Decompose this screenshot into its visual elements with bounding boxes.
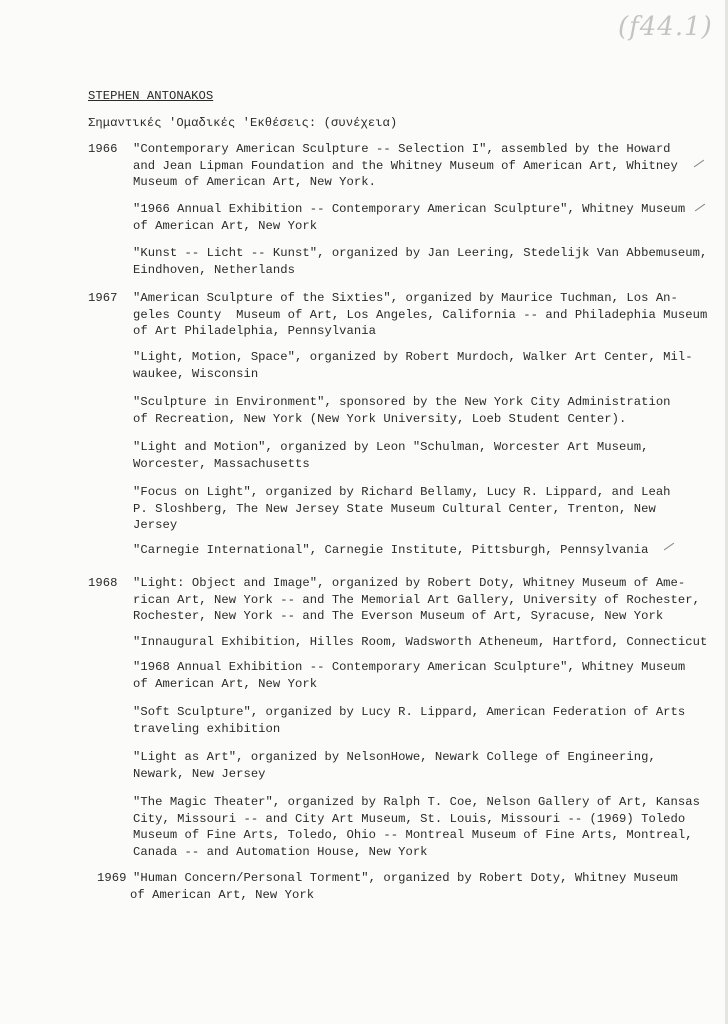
entry-line: Jersey bbox=[133, 518, 178, 533]
entry-line: rican Art, New York -- and The Memorial Art Gallery, University of Rochester, bbox=[133, 592, 701, 607]
entry-line: traveling exhibition bbox=[133, 721, 281, 736]
entry-line: "Light, Motion, Space", organized by Robert Murdoch, Walker Art Center, Mil- bbox=[133, 350, 693, 364]
entry-line: Canada -- and Automation House, New York bbox=[133, 844, 428, 859]
document-heading: STEPHEN ANTONAKOS bbox=[88, 89, 214, 103]
entry-line: "Light: Object and Image", organized by Robert Doty, Whitney Museum of Ame- bbox=[133, 576, 686, 590]
entry-line: geles County Museum of Art, Los Angeles, California -- and Philadephia Museum bbox=[133, 307, 708, 322]
entry-line: "Carnegie International", Carnegie Institute, Pittsburgh, Pennsylvania bbox=[133, 543, 649, 557]
entry-line: of American Art, New York bbox=[133, 218, 318, 233]
exhibition-entry bbox=[133, 141, 678, 191]
entry-line: of Art Philadelphia, Pennsylvania bbox=[133, 324, 377, 339]
check-mark-icon bbox=[664, 543, 674, 551]
exhibition-year: 1966 bbox=[88, 142, 118, 156]
entry-line: of American Art, New York bbox=[130, 887, 315, 902]
exhibition-entry bbox=[133, 484, 671, 534]
exhibition-entry bbox=[130, 870, 678, 903]
exhibition-entry bbox=[133, 439, 648, 472]
exhibition-year: 1969 bbox=[97, 871, 127, 885]
exhibition-entry bbox=[133, 245, 707, 278]
check-mark-icon bbox=[694, 160, 704, 168]
entry-line: "Light as Art", organized by NelsonHowe, Newark College of Engineering, bbox=[133, 750, 656, 764]
entry-line: "1966 Annual Exhibition -- Contemporary American Sculpture", Whitney Museum bbox=[133, 202, 686, 216]
exhibition-entry bbox=[133, 201, 685, 234]
exhibition-entry bbox=[133, 290, 707, 340]
entry-line: Worcester, Massachusetts bbox=[133, 456, 310, 471]
check-mark-icon bbox=[695, 204, 705, 212]
entry-line: "Human Concern/Personal Torment", organized by Robert Doty, Whitney Museum bbox=[133, 871, 678, 885]
entry-line: of American Art, New York bbox=[133, 676, 318, 691]
entry-line: "Sculpture in Environment", sponsored by the New York City Administration bbox=[133, 395, 671, 409]
entry-line: P. Sloshberg, The New Jersey State Museum Cultural Center, Trenton, New bbox=[133, 501, 656, 516]
entry-line: "Soft Sculpture", organized by Lucy R. Lippard, American Federation of Arts bbox=[133, 705, 686, 719]
exhibition-entry bbox=[133, 749, 656, 782]
entry-line: of Recreation, New York (New York University, Loeb Student Center). bbox=[133, 411, 627, 426]
section-subheading: Σημαντικές 'Ομαδικές 'Εκθέσεις: (συνέχεια) bbox=[88, 116, 398, 130]
entry-line: Eindhoven, Netherlands bbox=[133, 262, 296, 277]
entry-line: "1968 Annual Exhibition -- Contemporary American Sculpture", Whitney Museum bbox=[133, 660, 686, 674]
entry-line: City, Missouri -- and City Art Museum, St. Louis, Missouri -- (1969) Toledo bbox=[133, 811, 686, 826]
entry-line: "Focus on Light", organized by Richard Bellamy, Lucy R. Lippard, and Leah bbox=[133, 485, 671, 499]
entry-line: "American Sculpture of the Sixties", organized by Maurice Tuchman, Los An- bbox=[133, 291, 678, 305]
entry-line: "Contemporary American Sculpture -- Selection I", assembled by the Howard bbox=[133, 142, 671, 156]
exhibition-entry bbox=[133, 542, 648, 559]
entry-line: Newark, New Jersey bbox=[133, 766, 266, 781]
exhibition-entry bbox=[133, 659, 685, 692]
exhibition-entry bbox=[133, 794, 700, 860]
entry-line: Rochester, New York -- and The Everson Museum of Art, Syracuse, New York bbox=[133, 609, 664, 624]
exhibition-entry bbox=[133, 349, 693, 382]
exhibition-entry bbox=[133, 634, 707, 651]
handwritten-archive-mark: (f44.1) bbox=[618, 12, 713, 42]
entry-line: Museum of Fine Arts, Toledo, Ohio -- Montreal Museum of Fine Arts, Montreal, bbox=[133, 828, 693, 843]
entry-line: "Kunst -- Licht -- Kunst", organized by Jan Leering, Stedelijk Van Abbemuseum, bbox=[133, 246, 708, 260]
exhibition-entry bbox=[133, 394, 671, 427]
entry-line: and Jean Lipman Foundation and the Whitney Museum of American Art, Whitney bbox=[133, 158, 678, 173]
exhibition-year: 1967 bbox=[88, 291, 118, 305]
entry-line: "Innaugural Exhibition, Hilles Room, Wadsworth Atheneum, Hartford, Connecticut bbox=[133, 635, 708, 649]
entry-line: "The Magic Theater", organized by Ralph T. Coe, Nelson Gallery of Art, Kansas bbox=[133, 795, 701, 809]
exhibition-entry bbox=[133, 575, 700, 625]
exhibition-entry bbox=[133, 704, 685, 737]
entry-line: waukee, Wisconsin bbox=[133, 366, 259, 381]
entry-line: Museum of American Art, New York. bbox=[133, 175, 377, 190]
exhibition-year: 1968 bbox=[88, 576, 118, 590]
entry-line: "Light and Motion", organized by Leon "Schulman, Worcester Art Museum, bbox=[133, 440, 649, 454]
